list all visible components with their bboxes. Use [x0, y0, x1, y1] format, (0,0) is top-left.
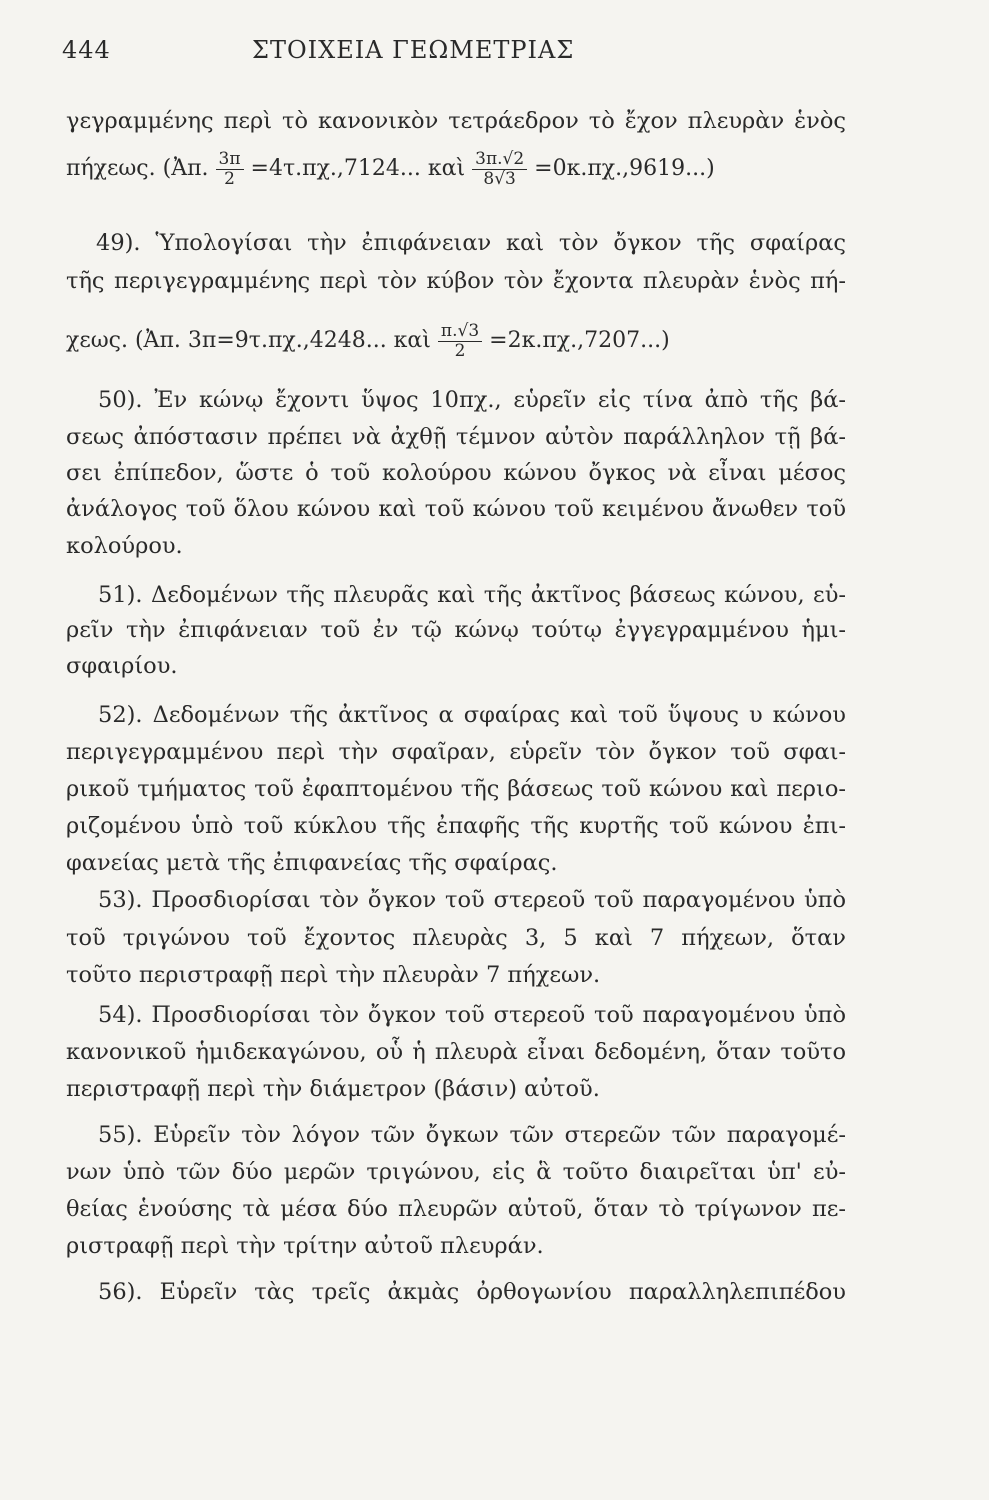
text-line: ριστραφῇ περὶ τὴν τρίτην αὐτοῦ πλευράν.	[66, 1233, 544, 1259]
fraction-numerator: 3π	[216, 150, 244, 170]
fraction-numerator: 3π.√2	[472, 150, 527, 170]
text-line: ρεῖν τὴν ἐπιφάνειαν τοῦ ἐν τῷ κώνῳ τούτῳ ἐγγεγραμμένου ἡμι-	[66, 617, 846, 643]
text-line: 51). Δεδομένων τῆς πλευρᾶς καὶ τῆς ἀκτῖνος βάσεως κώνου, εὑ-	[98, 582, 846, 608]
text-line: τοῦ τριγώνου τοῦ ἔχοντος πλευρὰς 3, 5 καὶ 7 πήχεων, ὅταν	[66, 925, 846, 951]
answer-formula-48	[66, 150, 715, 188]
text-line: κολούρου.	[66, 533, 183, 559]
formula-value: =4τ.πχ.,7124... καὶ	[250, 156, 466, 182]
text-line: ριζομένου ὑπὸ τοῦ κύκλου τῆς ἐπαφῆς τῆς κυρτῆς τοῦ κώνου ἐπι-	[66, 813, 846, 839]
text-line: νων ὑπὸ τῶν δύο μερῶν τριγώνου, εἰς ἃ τοῦτο διαιρεῖται ὑπ' εὐ-	[66, 1159, 846, 1185]
text-line: κανονικοῦ ἡμιδεκαγώνου, οὗ ἡ πλευρὰ εἶναι δεδομένη, ὅταν τοῦτο	[66, 1039, 846, 1065]
text-line: 54). Προσδιορίσαι τὸν ὄγκον τοῦ στερεοῦ τοῦ παραγομένου ὑπὸ	[98, 1002, 846, 1028]
text-line: τοῦτο περιστραφῇ περὶ τὴν πλευρὰν 7 πήχεων.	[66, 962, 601, 988]
formula-value: =0κ.πχ.,9619...)	[534, 156, 715, 182]
text-line: σει ἐπίπεδον, ὥστε ὁ τοῦ κολούρου κώνου ὄγκος νὰ εἶναι μέσος	[66, 460, 846, 486]
answer-formula-49	[66, 322, 670, 360]
text-line: 55). Εὑρεῖν τὸν λόγον τῶν ὄγκων τῶν στερεῶν τῶν παραγομέ-	[98, 1122, 846, 1148]
fraction-denominator: 2	[224, 168, 235, 189]
formula-value: =2κ.πχ.,7207...)	[489, 328, 670, 354]
text-line: σφαιρίου.	[66, 653, 178, 679]
fraction-denominator: 2	[454, 340, 466, 361]
text-line: 49). Ὑπολογίσαι τὴν ἐπιφάνειαν καὶ τὸν ὄγκον τῆς σφαίρας	[96, 230, 846, 256]
text-line: φανείας μετὰ τῆς ἐπιφανείας τῆς σφαίρας.	[66, 850, 558, 876]
fraction	[472, 150, 527, 188]
running-title: ΣΤΟΙΧΕΙΑ ΓΕΩΜΕΤΡΙΑΣ	[252, 36, 575, 64]
formula-lead: πήχεως. (Ἀπ.	[66, 156, 209, 182]
text-line: 50). Ἐν κώνῳ ἔχοντι ὕψος 10πχ., εὑρεῖν εἰς τίνα ἀπὸ τῆς βά-	[98, 387, 846, 413]
text-line: σεως ἀπόστασιν πρέπει νὰ ἀχθῇ τέμνον αὐτὸν παράλληλον τῇ βά-	[66, 424, 846, 450]
text-line: ἀνάλογος τοῦ ὅλου κώνου καὶ τοῦ κώνου τοῦ κειμένου ἄνωθεν τοῦ	[66, 496, 846, 522]
text-line: γεγραμμένης περὶ τὸ κανονικὸν τετράεδρον τὸ ἔχον πλευρὰν ἑνὸς	[66, 108, 846, 134]
text-line: θείας ἑνούσης τὰ μέσα δύο πλευρῶν αὐτοῦ, ὅταν τὸ τρίγωνον πε-	[66, 1196, 846, 1222]
formula-lead: χεως. (Ἀπ. 3π=9τ.πχ.,4248... καὶ	[66, 328, 431, 354]
fraction	[438, 322, 482, 360]
text-line: ρικοῦ τμήματος τοῦ ἐφαπτομένου τῆς βάσεως τοῦ κώνου καὶ περιο-	[66, 776, 846, 802]
text-line: τῆς περιγεγραμμένης περὶ τὸν κύβον τὸν ἔχοντα πλευρὰν ἑνὸς πή-	[66, 268, 846, 294]
page-header	[62, 36, 842, 76]
text-line: 53). Προσδιορίσαι τὸν ὄγκον τοῦ στερεοῦ τοῦ παραγομένου ὑπὸ	[98, 887, 846, 913]
fraction	[216, 150, 244, 188]
text-line: περιγεγραμμένου περὶ τὴν σφαῖραν, εὑρεῖν τὸν ὄγκον τοῦ σφαι-	[66, 739, 846, 765]
page-number: 444	[62, 36, 111, 64]
fraction-numerator: π.√3	[438, 322, 482, 342]
fraction-denominator: 8√3	[483, 168, 516, 189]
text-line: περιστραφῇ περὶ τὴν διάμετρον (βάσιν) αὐτοῦ.	[66, 1076, 600, 1102]
text-line: 52). Δεδομένων τῆς ἀκτῖνος α σφαίρας καὶ τοῦ ὕψους υ κώνου	[98, 702, 846, 728]
text-line: 56). Εὑρεῖν τὰς τρεῖς ἀκμὰς ὀρθογωνίου παραλληλεπιπέδου	[98, 1279, 846, 1305]
